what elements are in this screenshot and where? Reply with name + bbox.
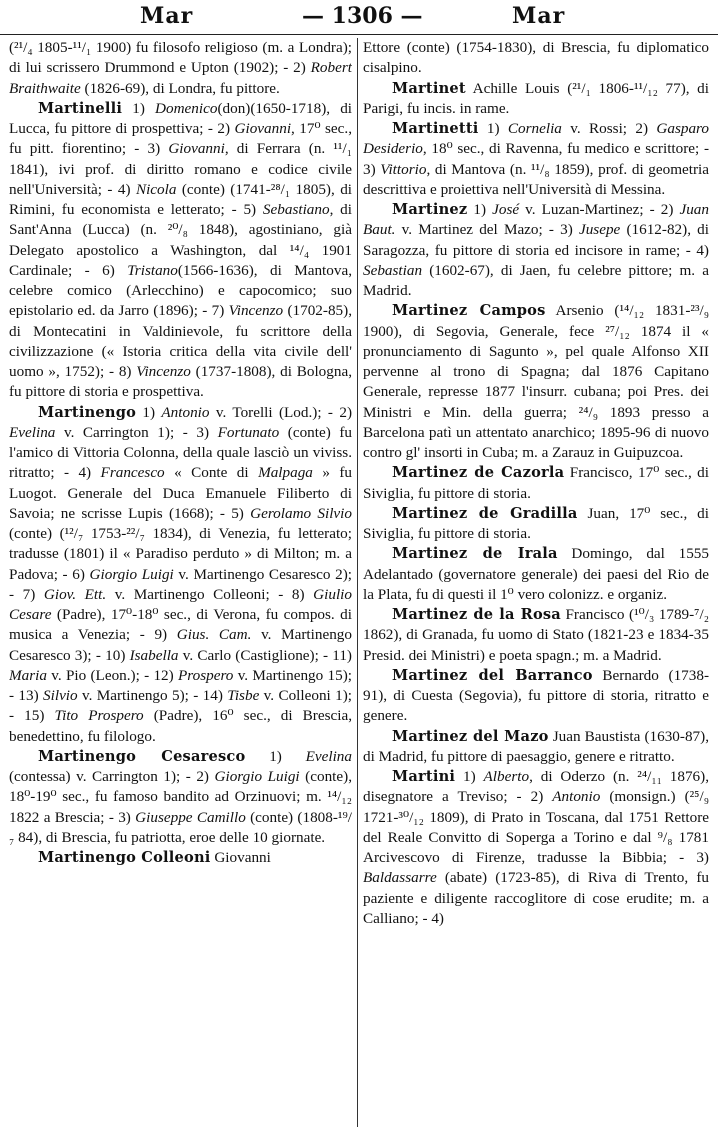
entry-text: v. Rossi; 2) [561, 120, 657, 137]
entry-name-italic: Antonio [552, 788, 601, 806]
entry-name-italic: Prospero [178, 666, 234, 684]
page-header [0, 0, 718, 35]
entry-text: (conte) (1741-²⁸/₁ 1805), di Rimini, fu economista e letterato; - 5) [9, 180, 352, 218]
entry-name-italic: Tisbe [227, 687, 260, 704]
entry-name-italic: Evelina [9, 423, 56, 441]
entry-text: (1566-1636), di Mantova, celebre comico (Arlecchino) e capocomico; suo epistolario ed. da Jarro (1896); - 7) [9, 261, 352, 320]
entry-name-italic: Domenico [155, 99, 218, 117]
entry-text: « Conte di [164, 464, 259, 482]
dictionary-entry [9, 403, 352, 747]
entry-text: (conte) (1808-¹⁹/₇ 84), di Brescia, fu patriotta, eroe delle 10 giornate. [9, 808, 352, 846]
entry-headword: Martinez de Cazorla [392, 464, 565, 482]
dictionary-entry [363, 666, 709, 727]
entry-text: , di Sant'Anna (Lucca) (n. ²⁰/₈ 1848), agostiniano, già Delegato apostolico a Washington, dal ¹⁴/₄ 1901 Cardinale; - 6) [9, 201, 352, 279]
entry-text: Francisco (¹⁰/₃ 1789-⁷/₂ 1862), di Granada, fu uomo di Stato (1821-23 e 1834-35 Presid. dei Ministri) e poeta spagn.; m. a Madrid. [363, 606, 709, 664]
dictionary-entry [363, 504, 709, 545]
entry-name-italic: José [492, 201, 520, 218]
entry-name-italic: Antonio [161, 403, 210, 421]
entry-name-italic: Tito Prospero [54, 707, 144, 725]
entry-name-italic: Gerolamo Silvio [250, 504, 352, 522]
entry-name-italic: Cornelia [507, 120, 562, 137]
dictionary-entry [363, 463, 709, 504]
entry-text: v. Martinengo 15); - 13) [9, 666, 352, 704]
entry-name-italic: Fortunato [217, 423, 280, 441]
entry-text: Juan Baustista (1630-87), di Madrid, fu pittore di paesaggio, genere e ritratto. [363, 727, 709, 765]
entry-text: , di Oderzo (n. ²⁴/₁₁ 1876), disegnatore a Treviso; - 2) [363, 768, 709, 806]
entry-name-italic: Vincenzo [228, 302, 284, 320]
entry-text: Francisco, 17⁰ sec., di Siviglia, fu pittore di storia. [363, 464, 709, 502]
entry-text: (1612-82), di Saragozza, fu pittore di storia ed incisore in rame; - 4) [363, 221, 709, 259]
entry-name-italic: Giov. Ett. [43, 585, 107, 603]
dictionary-entry [9, 38, 352, 99]
entry-text: 1) [478, 120, 508, 137]
entry-text: Juan, 17⁰ sec., di Siviglia, fu pittore di storia. [363, 504, 709, 542]
running-head-left: Mar [140, 3, 194, 29]
dictionary-entry [363, 200, 709, 301]
entry-text: , di Mantova (n. ¹¹/₈ 1859), prof. di geometria descrittiva e proiettiva nell'Università di Messina. [363, 160, 709, 198]
entry-headword: Martinez de la Rosa [392, 606, 561, 623]
entry-text: (conte), 18⁰-19⁰ sec., fu famoso bandito ad Orzinuovi; m. ¹⁴/₁₂ 1822 a Brescia; - 3) [9, 768, 352, 826]
entry-name-italic: Robert Braithwaite [9, 59, 352, 97]
dictionary-entry [363, 727, 709, 768]
right-column [363, 38, 709, 1129]
entry-name-italic: Giovanni [168, 140, 225, 158]
entry-text: » fu Luogot. Generale del Duca Emanuele Filiberto di Savoia; ne scrisse Lupis (1668); - 5) [9, 464, 352, 522]
entry-text: (²¹/₄ 1805-¹¹/₁ 1900) fu filosofo religioso (m. a Londra); di lui scrissero Drummond e Upton (1902); - 2) [9, 39, 352, 77]
entry-text: v. Luzan-Martinez; - 2) [519, 201, 680, 218]
entry-text: Achille Louis (²¹/₁ 1806-¹¹/₁₂ 77), di Parigi, fu incis. in rame. [363, 79, 709, 117]
entry-name-italic: Tristano [127, 261, 178, 279]
entry-text: (1702-85), di Montecatini in Valdinievole, fu scrittore della civilizzazione (« Istoria critica della vita civile dell' uomo », 1752); - 8) [9, 302, 352, 380]
entry-text: (monsign.) (²⁵/₉ 1721-³⁰/₁₂ 1809), di Prato in Toscana, dal 1751 Rettore del Reale Convitto di Soperga a Torino e dal ⁹/₈ 1781 Arcivescovo di Firenze, tradusse la Bibbia; - 3) [363, 788, 709, 866]
entry-name-italic: Silvio [43, 687, 78, 704]
entry-text: (abate) (1723-85), di Riva di Trento, fu paziente e diligente raccoglitore di cose erudite; m. a Calliano; - 4) [363, 869, 709, 927]
entry-text: Domingo, dal 1555 Adelantado (governatore generale) dei paesi del Rio de la Plata, fu di questi il 1⁰ vero colonizz. e organiz. [363, 545, 709, 603]
entry-text: (conte) fu l'amico di Vittoria Colonna, della quale lasciò un viviss. ritratto; - 4) [9, 423, 352, 482]
entry-text: 1) [455, 768, 484, 785]
entry-name-italic: Malpaga [258, 464, 313, 482]
entry-text: Arsenio (¹⁴/₁₂ 1831-²³/₉ 1900), di Segovia, Generale, fece ²⁷/₁₂ 1874 il « pronunciamento di Sagunto », pel quale Alfonso XII pervenne al trono di Spagna; dal 1876 Capitano Generale, represse 1877 l'insurr. cubana; poi Pres. dei Ministri e Min. della guerra; ²⁴/₉ 1893 presso a Barcelona patì un attentato anarchico; 1895-96 di nuovo contro gl' insorti in Cuba; m. a Zarauz in Guipuzcoa. [363, 302, 709, 461]
entry-name-italic: Alberto [483, 768, 530, 785]
entry-name-italic: Maria [9, 666, 47, 684]
left-column [9, 38, 352, 1129]
entry-text: , 17⁰ sec., fu pitt. fiorentino; - 3) [9, 120, 352, 158]
entry-name-italic: Sebastian [363, 261, 423, 279]
column-divider [357, 38, 358, 1127]
entry-text: , di Ferrara (n. ¹¹/₁ 1841), ivi prof. di diritto romano e codice civile nell'Università; - 4) [9, 140, 352, 198]
entry-name-italic: Jusepe [578, 221, 621, 239]
dictionary-entry [9, 747, 352, 848]
entry-text: v. Torelli (Lod.); - 2) [209, 403, 352, 421]
entry-name-italic: Gius. Cam. [176, 626, 252, 644]
entry-name-italic: Evelina [305, 747, 352, 765]
entry-name-italic: Vittorio [380, 160, 427, 178]
entry-text: (1602-67), di Jaen, fu celebre pittore; m. a Madrid. [363, 261, 709, 299]
entry-headword: Martini [392, 768, 456, 785]
entry-name-italic: Baldassarre [363, 869, 437, 887]
entry-name-italic: Gasparo Desiderio [363, 120, 709, 158]
dictionary-entry [9, 848, 352, 868]
page-number: — 1306 — [302, 3, 423, 29]
entry-headword: Martinengo Colleoni [38, 849, 211, 866]
entry-name-italic: Vincenzo [136, 363, 191, 380]
dictionary-entry [9, 99, 352, 403]
entry-text: 1) [122, 99, 156, 117]
entry-name-italic: Nicola [135, 180, 177, 198]
entry-headword: Martinengo [38, 403, 137, 421]
entry-name-italic: Giorgio Luigi [214, 768, 300, 785]
entry-text: (Padre), 16⁰ sec., di Brescia, benedettino, fu filologo. [9, 707, 352, 745]
entry-name-italic: Giovanni [234, 120, 292, 137]
dictionary-entry [363, 119, 709, 200]
entry-headword: Martinengo Cesaresco [38, 747, 246, 765]
dictionary-entry [363, 79, 709, 120]
entry-text: (don)(1650-1718), di Lucca, fu pittore di prospettiva; - 2) [9, 99, 352, 137]
entry-name-italic: Giulio Cesare [9, 585, 352, 623]
entry-text: v. Martinengo 5); - 14) [77, 687, 228, 704]
entry-headword: Martinez de Irala [392, 545, 558, 563]
entry-text: v. Martinengo Cesaresco 3); - 10) [9, 626, 352, 664]
entry-name-italic: Isabella [129, 646, 179, 664]
dictionary-entry [363, 301, 709, 463]
entry-text: (1826-69), di Londra, fu pittore. [80, 79, 280, 97]
entry-text: v. Pio (Leon.); - 12) [46, 666, 178, 684]
entry-headword: Martinez del Barranco [392, 666, 593, 684]
entry-name-italic: Sebastiano [262, 201, 330, 218]
entry-headword: Martinez Campos [392, 302, 546, 320]
entry-text: v. Martinengo Colleoni; - 8) [106, 585, 314, 603]
dictionary-entry [363, 544, 709, 605]
dictionary-entry [363, 38, 709, 79]
entry-text: (Padre), 17⁰-18⁰ sec., di Verona, fu compos. di musica a Venezia; - 9) [9, 606, 352, 644]
dictionary-entry [363, 767, 709, 929]
entry-headword: Martinez del Mazo [392, 727, 549, 745]
entry-name-italic: Francesco [100, 464, 165, 482]
entry-headword: Martinez [392, 201, 468, 218]
entry-name-italic: Juan Baut. [363, 201, 709, 239]
entry-text: v. Carrington 1); - 3) [55, 423, 218, 441]
entry-text: v. Martinengo Cesaresco 2); - 7) [9, 565, 352, 603]
entry-text: Giovanni [210, 849, 271, 866]
entry-text: 1) [136, 403, 162, 421]
entry-text: Bernardo (1738-91), di Cuesta (Segovia), fu pittore di storia, ritratto e genere. [363, 666, 709, 725]
entry-name-italic: Giorgio Luigi [89, 565, 174, 583]
entry-headword: Martinez de Gradilla [392, 504, 578, 522]
entry-text: v. Colleoni 1); - 15) [9, 687, 352, 725]
entry-text: (conte) (¹²/₇ 1753-²²/₇ 1834), di Venezia, fu letterato; tradusse (1801) il « Paradiso perduto » di Milton; m. a Padova; - 6) [9, 525, 352, 583]
entry-headword: Martinelli [38, 99, 123, 117]
entry-text: 1) [245, 747, 306, 765]
entry-name-italic: Giuseppe Camillo [135, 808, 246, 826]
entry-headword: Martinet [392, 79, 466, 97]
running-head-right: Mar [512, 3, 566, 29]
entry-text: v. Carlo (Castiglione); - 11) [178, 646, 352, 664]
entry-text: (contessa) v. Carrington 1); - 2) [9, 768, 215, 785]
dictionary-entry [363, 605, 709, 666]
entry-text: , 18⁰ sec., di Ravenna, fu medico e scrittore; - 3) [363, 140, 709, 178]
entry-text: (1737-1808), di Bologna, fu pittore di storia e prospettiva. [9, 363, 352, 401]
entry-text: 1) [467, 201, 493, 218]
entry-text: Ettore (conte) (1754-1830), di Brescia, fu diplomatico cisalpino. [363, 39, 709, 77]
entry-headword: Martinetti [392, 120, 479, 137]
entry-text: v. Martinez del Mazo; - 3) [395, 221, 579, 239]
